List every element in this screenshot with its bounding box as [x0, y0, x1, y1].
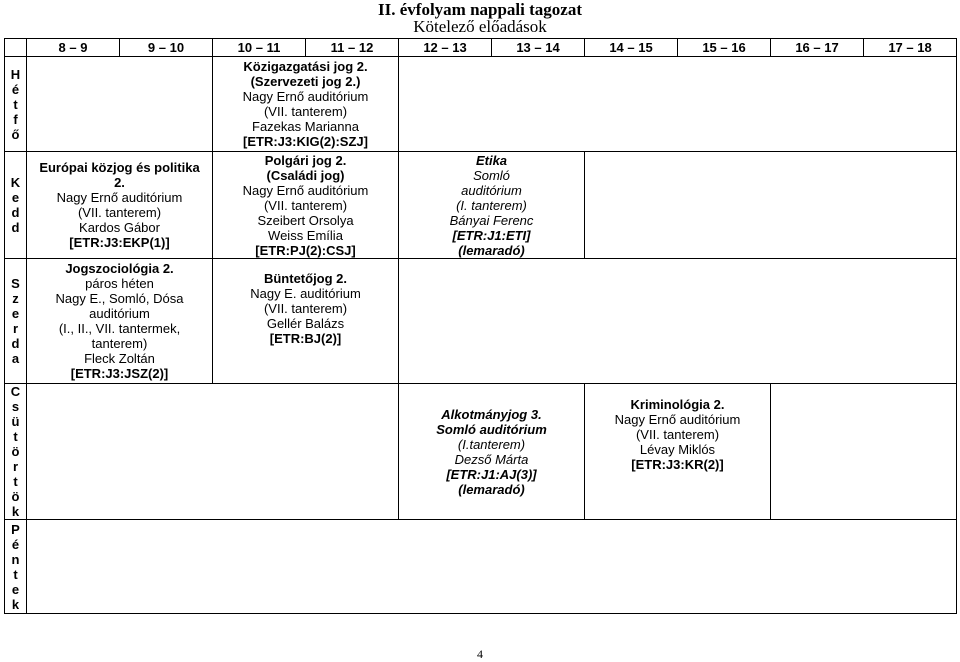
course-lecturer: Kardos Gábor [79, 220, 160, 235]
empty-cell [399, 259, 957, 384]
time-slot-7: 15 – 16 [678, 39, 771, 57]
course-room: Nagy Ernő auditórium [56, 190, 183, 205]
day-row-monday [5, 57, 957, 152]
course-frequency: páros héten [85, 276, 154, 291]
empty-cell [27, 384, 399, 520]
course-room-detail: (I. tanterem) [456, 197, 527, 213]
time-slot-6: 14 – 15 [585, 39, 678, 57]
course-code: [ETR:J3:JSZ(2)] [70, 366, 169, 381]
course-room-detail: (VII. tanterem) [635, 427, 720, 442]
course-note: (lemaradó) [458, 242, 525, 258]
time-slot-1: 9 – 10 [120, 39, 213, 57]
course-room-cont: auditórium [89, 306, 150, 321]
course-room-cont: auditórium [461, 182, 522, 198]
course-room: Nagy E. auditórium [250, 286, 361, 301]
course-lecturer: Dezső Márta [454, 451, 529, 467]
page-number: 4 [477, 647, 483, 661]
course-code: [ETR:J1:AJ(3)] [446, 466, 537, 482]
course-lecturer: Fazekas Marianna [252, 119, 359, 134]
course-note: (lemaradó) [458, 481, 525, 497]
course-code: [ETR:J1:ETI] [452, 227, 531, 243]
course-title: Kriminológia 2. [630, 397, 725, 412]
course-code: [ETR:BJ(2)] [269, 331, 342, 346]
empty-cell [27, 520, 957, 614]
course-subtitle: (Szervezeti jog 2.) [250, 74, 361, 89]
time-slot-9: 17 – 18 [864, 39, 957, 57]
course-etika [399, 152, 585, 259]
course-subtitle: (Családi jog) [266, 167, 345, 183]
course-lecturer: Gellér Balázs [266, 316, 345, 331]
day-row-wednesday [5, 259, 957, 384]
day-label-wednesday: S z e r d a [5, 259, 27, 384]
course-lecturer-2: Weiss Emília [268, 227, 343, 243]
course-room: Nagy Ernő auditórium [242, 182, 369, 198]
course-buntetojog [213, 259, 399, 384]
course-lecturer: Szeibert Orsolya [257, 212, 354, 228]
course-title-cont: 2. [114, 175, 125, 190]
course-code: [ETR:PJ(2):CSJ] [255, 242, 356, 258]
day-row-friday [5, 520, 957, 614]
course-polgari-jog [213, 152, 399, 259]
empty-cell [399, 57, 957, 152]
time-slot-5: 13 – 14 [492, 39, 585, 57]
time-slot-8: 16 – 17 [771, 39, 864, 57]
day-label-tuesday: K e d d [5, 152, 27, 259]
course-room-detail: (VII. tanterem) [263, 104, 348, 119]
course-lecturer: Lévay Miklós [639, 442, 716, 457]
course-title: Közigazgatási jog 2. [243, 59, 368, 74]
course-title: Alkotmányjog 3. [441, 406, 542, 422]
course-room-detail-cont: tanterem) [91, 336, 148, 351]
course-europai-kozjog [27, 152, 213, 259]
course-room: Nagy Ernő auditórium [242, 89, 369, 104]
time-slot-0: 8 – 9 [27, 39, 120, 57]
course-title: Etika [475, 152, 508, 168]
course-room: Nagy Ernő auditórium [614, 412, 741, 427]
day-row-tuesday [5, 152, 957, 259]
day-label-monday: H é t f ő [5, 57, 27, 152]
corner-cell [5, 39, 27, 57]
course-kozigazgatasi-jog [213, 57, 399, 152]
course-code: [ETR:J3:KR(2)] [631, 457, 724, 472]
time-slot-3: 11 – 12 [306, 39, 399, 57]
day-label-friday: P é n t e k [5, 520, 27, 614]
course-room: Somló auditórium [436, 421, 547, 437]
time-slot-2: 10 – 11 [213, 39, 306, 57]
course-title: Polgári jog 2. [264, 152, 347, 168]
course-alkotmanyjog [399, 384, 585, 520]
course-lecturer: Fleck Zoltán [84, 351, 155, 366]
course-lecturer: Bányai Ferenc [449, 212, 534, 228]
page-subtitle: Kötelező előadások [413, 17, 547, 36]
course-title: Büntetőjog 2. [263, 271, 348, 286]
empty-cell [585, 152, 957, 259]
time-header-row [5, 39, 957, 57]
empty-cell [771, 384, 957, 520]
course-room-detail: (I., II., VII. tantermek, [58, 321, 181, 336]
course-room: Somló [473, 167, 510, 183]
time-slot-4: 12 – 13 [399, 39, 492, 57]
course-code: [ETR:J3:EKP(1)] [69, 235, 170, 250]
day-row-thursday [5, 384, 957, 520]
course-room-detail: (VII. tanterem) [263, 301, 348, 316]
course-room-detail: (VII. tanterem) [77, 205, 162, 220]
timetable [4, 38, 957, 614]
course-room: Nagy E., Somló, Dósa [55, 291, 184, 306]
day-label-thursday: C s ü t ö r t ö k [5, 384, 27, 520]
empty-cell [27, 57, 213, 152]
course-title: Európai közjog és politika [39, 160, 200, 175]
course-jogszociologia [27, 259, 213, 384]
course-room-detail: (VII. tanterem) [263, 197, 348, 213]
course-room-detail: (I.tanterem) [457, 436, 526, 452]
page-title: II. évfolyam nappali tagozat [378, 0, 582, 19]
course-title: Jogszociológia 2. [65, 261, 174, 276]
course-code: [ETR:J3:KIG(2):SZJ] [243, 134, 368, 149]
course-kriminologia [585, 384, 771, 520]
